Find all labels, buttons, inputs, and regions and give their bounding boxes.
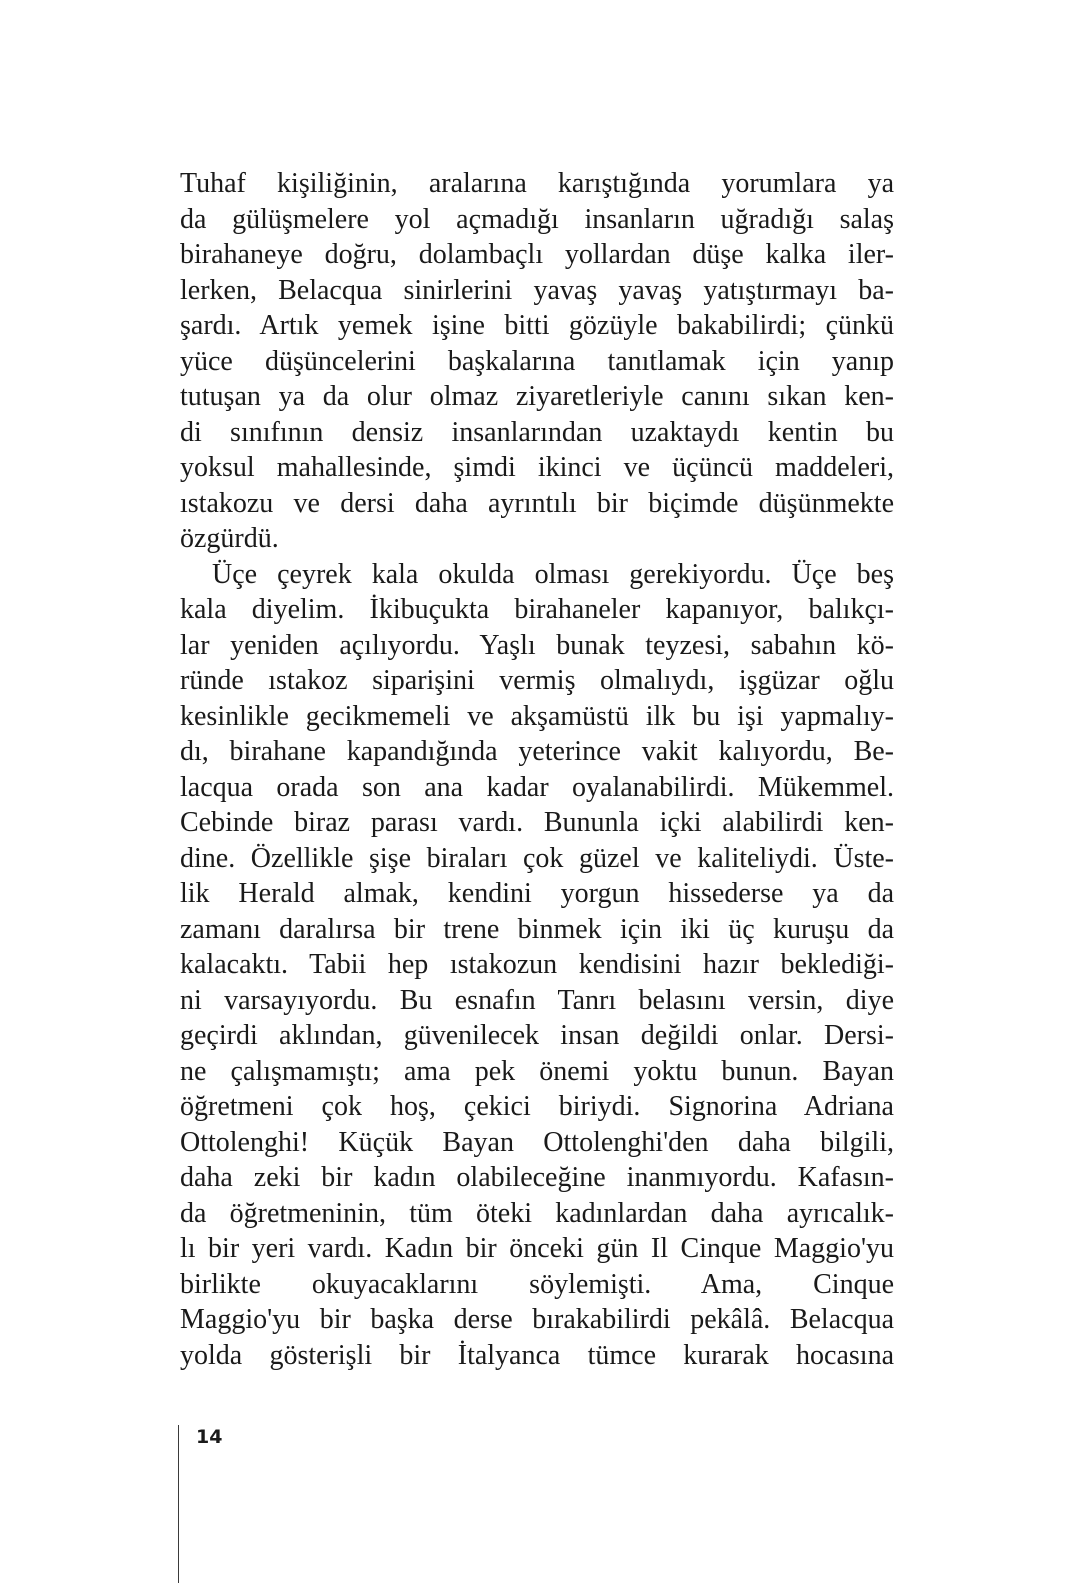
paragraph: [180, 166, 894, 557]
text-line: di sınıfının densiz insanlarından uzaktaydı kentin bu: [180, 416, 894, 448]
text-line: lı bir yeri vardı. Kadın bir önceki gün Il Cinque Maggio'yu: [180, 1233, 894, 1264]
text-line: yolda gösterişli bir İtalyanca tümce kurarak hocasına: [180, 1339, 894, 1371]
text-line: lik Herald almak, kendini yorgun hissederse ya da: [180, 878, 894, 909]
text-line: öğretmeni çok hoş, çekici biriydi. Signorina Adriana: [180, 1091, 894, 1122]
text-line: birlikte okuyacaklarını söylemişti. Ama, Cinque: [180, 1268, 894, 1300]
text-line: lar yeniden açılıyordu. Yaşlı bunak teyzesi, sabahın kö-: [180, 629, 894, 661]
text-line: dı, birahane kapandığında yeterince vakit kalıyordu, Be-: [180, 736, 894, 767]
text-line: yoksul mahallesinde, şimdi ikinci ve üçüncü maddeleri,: [180, 452, 894, 483]
text-line: Maggio'yu bir başka derse bırakabilirdi pekâlâ. Belacqua: [180, 1304, 894, 1335]
text-line: yüce düşüncelerini başkalarına tanıtlamak için yanıp: [180, 345, 894, 377]
text-line: da gülüşmelere yol açmadığı insanların uğradığı salaş: [180, 203, 894, 235]
text-line: ründe ıstakoz siparişini vermiş olmalıydı, işgüzar oğlu: [180, 665, 894, 696]
text-line: ne çalışmamıştı; ama pek önemi yoktu bunun. Bayan: [180, 1055, 894, 1087]
text-line: Ottolenghi! Küçük Bayan Ottolenghi'den daha bilgili,: [180, 1126, 894, 1158]
footer-rule: [178, 1425, 179, 1583]
text-line: Cebinde biraz parası vardı. Bununla içki alabilirdi ken-: [180, 807, 894, 838]
text-line: daha zeki bir kadın olabileceğine inanmıyordu. Kafasın-: [180, 1162, 894, 1193]
text-line: kala diyelim. İkibuçukta birahaneler kapanıyor, balıkçı-: [180, 594, 894, 625]
text-line: da öğretmeninin, tüm öteki kadınlardan daha ayrıcalık-: [180, 1197, 894, 1229]
text-line: Üçe çeyrek kala okulda olması gerekiyordu. Üçe beş: [212, 558, 894, 590]
text-line: lerken, Belacqua sinirlerini yavaş yavaş yatıştırmayı ba-: [180, 274, 894, 306]
text-line: ıstakozu ve dersi daha ayrıntılı bir biçimde düşünmekte: [180, 487, 894, 519]
text-line: kalacaktı. Tabii hep ıstakozun kendisini hazır beklediği-: [180, 949, 894, 980]
text-line: şardı. Artık yemek işine bitti gözüyle bakabilirdi; çünkü: [180, 310, 894, 341]
text-line: ni varsayıyordu. Bu esnafın Tanrı belasını versin, diye: [180, 984, 894, 1016]
paragraph: [180, 557, 894, 1374]
text-line: zamanı daralırsa bir trene binmek için iki üç kuruşu da: [180, 913, 894, 945]
text-line: kesinlikle gecikmemeli ve akşamüstü ilk bu işi yapmalıy-: [180, 700, 894, 732]
body-text: [180, 166, 894, 1373]
text-line: dine. Özellikle şişe biraları çok güzel ve kaliteliydi. Üste-: [180, 842, 894, 874]
text-line: Tuhaf kişiliğinin, aralarına karıştığında yorumlara ya: [180, 168, 894, 199]
text-line: geçirdi aklından, güvenilecek insan değildi onlar. Dersi-: [180, 1020, 894, 1051]
page-number: 14: [196, 1426, 223, 1448]
text-line: birahaneye doğru, dolambaçlı yollardan düşe kalka iler-: [180, 239, 894, 270]
text-line: özgürdü.: [180, 523, 279, 554]
text-line: lacqua orada son ana kadar oyalanabilirdi. Mükemmel.: [180, 771, 894, 803]
text-line: tutuşan ya da olur olmaz ziyaretleriyle canını sıkan ken-: [180, 381, 894, 412]
